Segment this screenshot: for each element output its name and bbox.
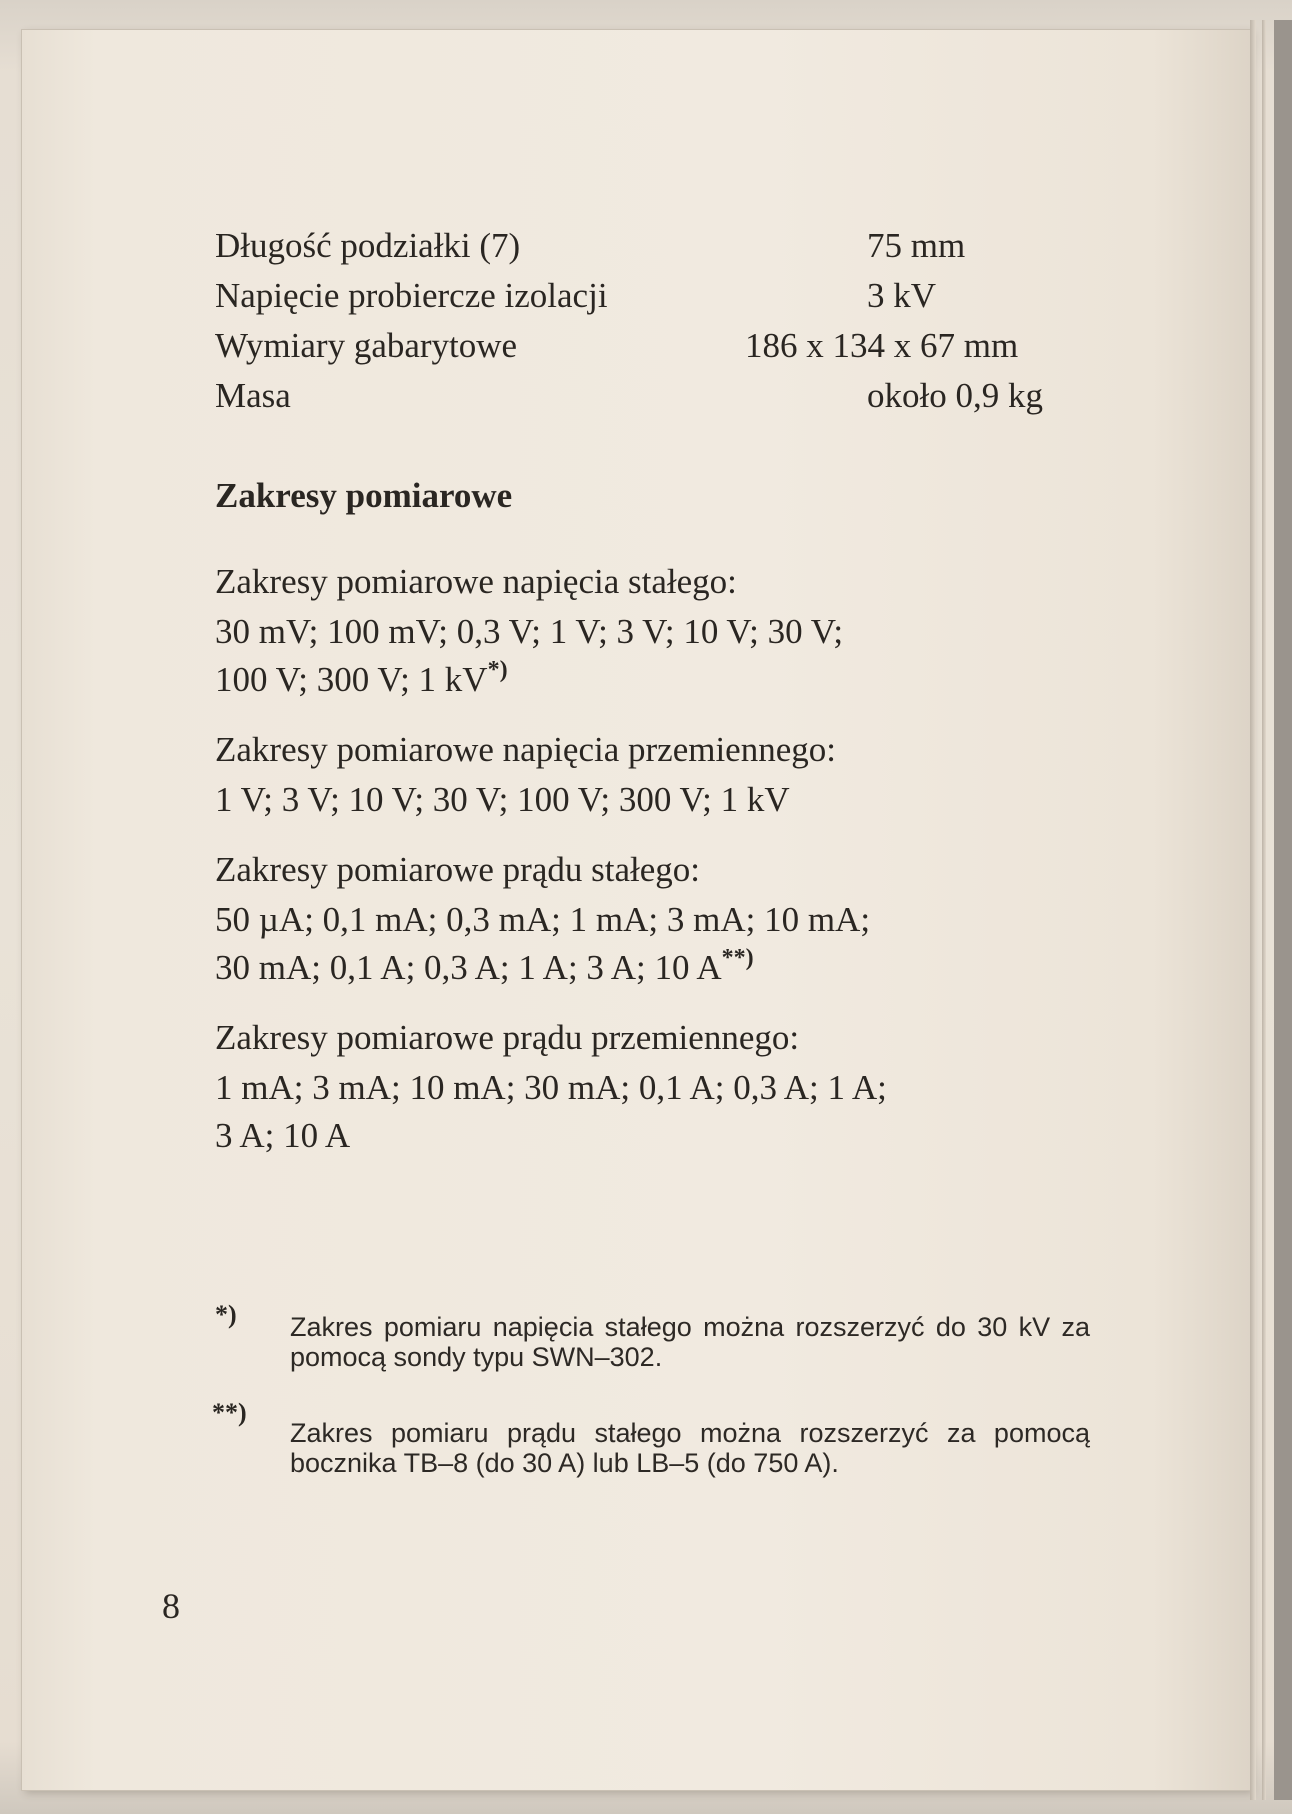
spec-row (215, 372, 1095, 420)
range-section-title: Zakresy pomiarowe napięcia stałego: (215, 562, 737, 601)
range-section-title: Zakresy pomiarowe napięcia przemiennego: (215, 730, 836, 769)
spec-value: około 0,9 kg (867, 376, 1043, 415)
range-values-line (215, 896, 1095, 944)
range-values-text: 3 A; 10 A (215, 1116, 351, 1155)
footnote-mark: *) (215, 1300, 237, 1329)
footnote-text: Zakres pomiaru napięcia stałego można rozszerzyć do 30 kV za pomocą sondy typu SWN–302. (290, 1312, 1090, 1372)
spec-row (215, 222, 1095, 270)
range-values-line (215, 608, 1095, 656)
page-number: 8 (162, 1586, 180, 1626)
spec-value: 75 mm (867, 226, 966, 265)
spec-row (215, 322, 1095, 370)
spec-value: 3 kV (867, 276, 937, 315)
spec-value: 186 x 134 x 67 mm (745, 326, 1019, 365)
range-values-text: 1 mA; 3 mA; 10 mA; 30 mA; 0,1 A; 0,3 A; 1 A; (215, 1068, 887, 1107)
footnote-mark: **) (212, 1398, 247, 1427)
range-values-text: 30 mV; 100 mV; 0,3 V; 1 V; 3 V; 10 V; 30 V; (215, 612, 844, 651)
footnote-reference: *) (487, 657, 508, 683)
section-heading: Zakresy pomiarowe (215, 476, 513, 515)
footnote-reference: **) (721, 945, 754, 971)
range-values-line (215, 1064, 1095, 1112)
spec-row (215, 272, 1095, 320)
spec-label: Masa (215, 376, 291, 415)
spec-label: Napięcie probiercze izolacji (215, 276, 608, 315)
range-values-line (215, 656, 1095, 708)
spec-label: Długość podziałki (7) (215, 226, 521, 265)
footnote-text: Zakres pomiaru prądu stałego można rozszerzyć za pomocą bocznika TB–8 (do 30 A) lub LB–5 (do 750 A). (290, 1418, 1090, 1478)
range-values-line (215, 944, 1095, 996)
range-values-text: 1 V; 3 V; 10 V; 30 V; 100 V; 300 V; 1 kV (215, 780, 790, 819)
range-values-text: 50 µA; 0,1 mA; 0,3 mA; 1 mA; 3 mA; 10 mA; (215, 900, 871, 939)
range-values-line (215, 1112, 1095, 1160)
spec-label: Wymiary gabarytowe (215, 326, 518, 365)
range-values-text: 30 mA; 0,1 A; 0,3 A; 1 A; 3 A; 10 A (215, 948, 722, 987)
range-section-title: Zakresy pomiarowe prądu stałego: (215, 850, 700, 889)
range-values-line (215, 776, 1095, 824)
range-values-text: 100 V; 300 V; 1 kV (215, 660, 488, 699)
range-section-title: Zakresy pomiarowe prądu przemiennego: (215, 1018, 800, 1057)
